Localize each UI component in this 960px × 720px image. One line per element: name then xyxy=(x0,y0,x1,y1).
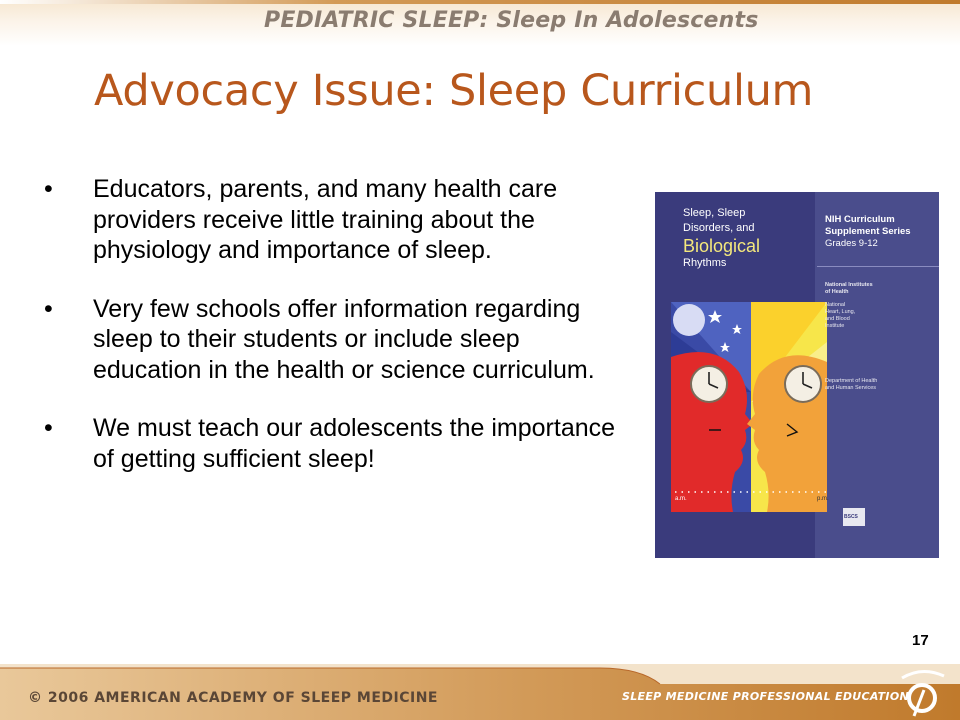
bullet-marker: • xyxy=(44,414,53,442)
dhhs-line: Department of Health xyxy=(825,378,878,384)
slide-title: Advocacy Issue: Sleep Curriculum xyxy=(94,66,814,116)
series-line: NIH Curriculum xyxy=(825,214,895,225)
bullet-list xyxy=(44,174,624,474)
cover-title-line: Disorders, and xyxy=(683,222,755,234)
cover-nih-text xyxy=(825,282,873,330)
series-grades: Grades 9-12 xyxy=(825,238,878,249)
header-rule xyxy=(0,0,960,4)
pm-label: p.m. xyxy=(817,496,829,502)
nih-line: National xyxy=(825,302,846,308)
curriculum-book-cover xyxy=(655,192,939,558)
bullet-marker: • xyxy=(44,294,53,323)
footer-program: SLEEP MEDICINE PROFESSIONAL EDUCATION xyxy=(622,690,909,703)
nih-line: National Institutes xyxy=(825,282,873,288)
slide-header xyxy=(264,8,759,33)
am-label: a.m. xyxy=(675,496,687,502)
dhhs-line: and Human Services xyxy=(825,385,877,391)
bullet-item xyxy=(44,174,624,266)
bullet-item xyxy=(44,294,624,386)
aasm-logo-icon xyxy=(894,668,950,718)
bscs-logo: BSCS xyxy=(844,514,858,520)
cover-title xyxy=(683,206,760,271)
cover-title-line: Rhythms xyxy=(683,257,727,269)
bullet-marker: • xyxy=(44,175,53,203)
header-subtitle: Sleep In Adolescents xyxy=(488,8,759,33)
header-lead: PEDIATRIC SLEEP: xyxy=(264,8,489,33)
nih-line: and Blood xyxy=(825,316,850,322)
nih-line: Institute xyxy=(825,323,845,329)
cover-title-big: Biological xyxy=(683,236,761,256)
bullet-text: Very few schools offer information regarding sleep to their students or include sleep education in the health or science curriculum. xyxy=(93,294,595,384)
slide-number: 17 xyxy=(912,632,929,649)
footer-copyright: © 2006 AMERICAN ACADEMY OF SLEEP MEDICINE xyxy=(28,690,438,706)
bullet-text: Educators, parents, and many health care providers receive little training about the physiology and importance of sleep. xyxy=(93,175,558,264)
cover-dhhs-text xyxy=(825,378,877,392)
cover-title-line: Sleep, Sleep xyxy=(683,207,746,219)
series-line: Supplement Series xyxy=(825,226,911,237)
nih-line: Heart, Lung, xyxy=(825,309,856,315)
nih-line: of Health xyxy=(825,289,849,295)
bullet-text: We must teach our adolescents the importance of getting sufficient sleep! xyxy=(93,414,616,473)
cover-series xyxy=(825,214,911,250)
bullet-item xyxy=(44,413,624,474)
